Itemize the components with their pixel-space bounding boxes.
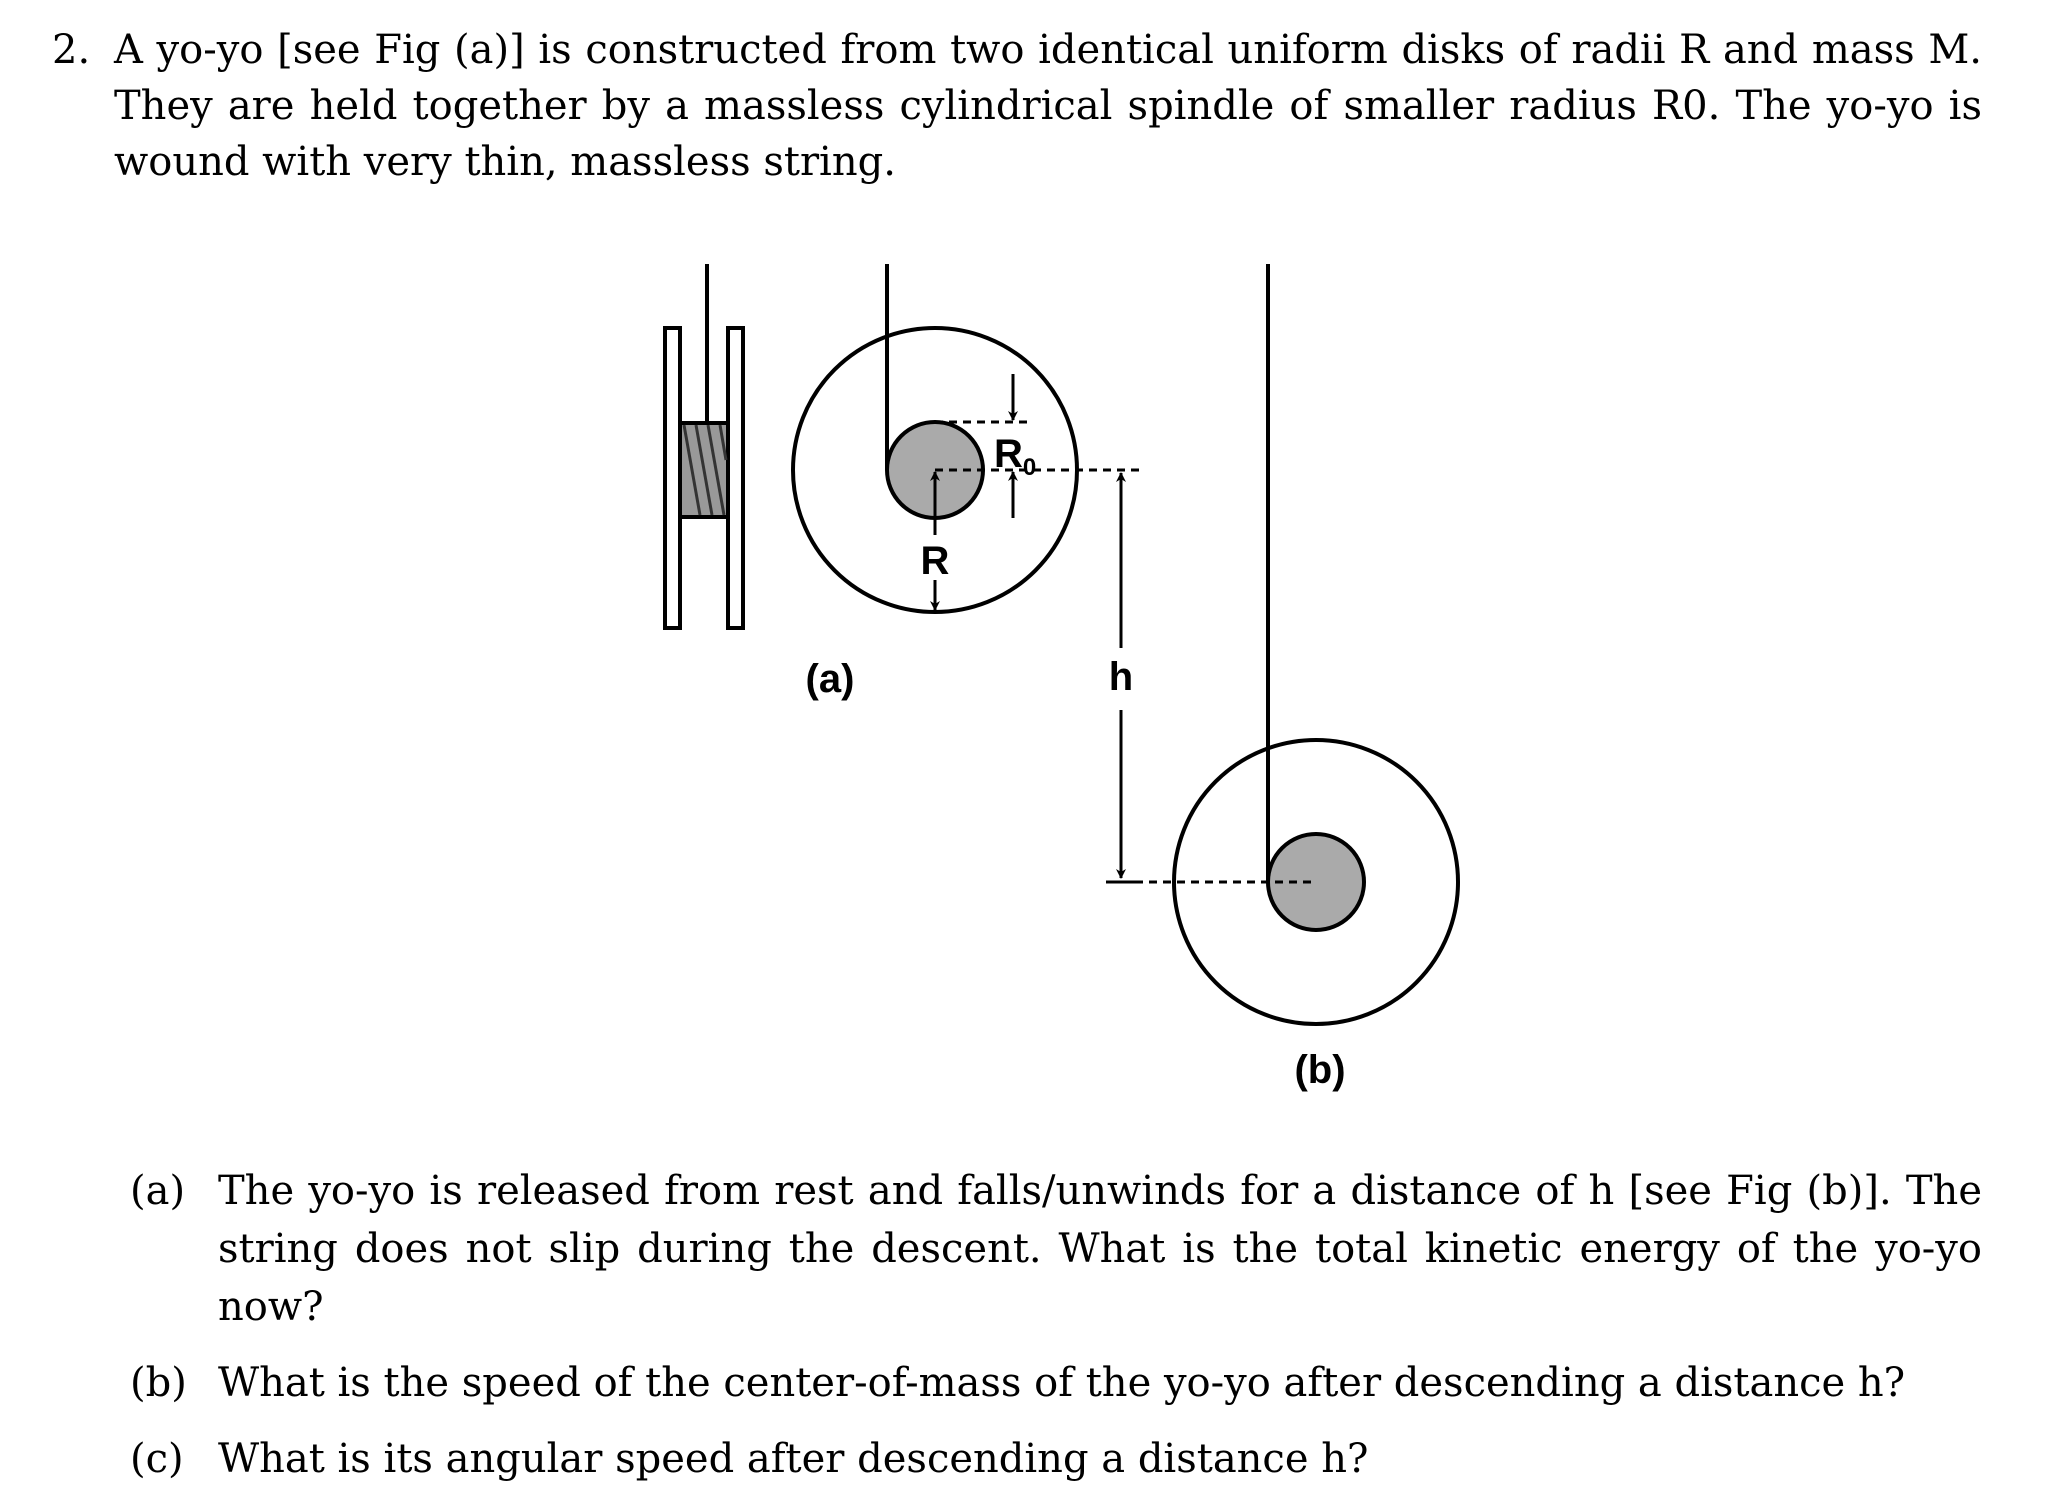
part-text-a: The yo-yo is released from rest and falls/unwinds for a distance of h [see Fig (b)]. The string does not slip during the descent. What is the total kinetic energy of the yo-yo now? — [218, 1168, 1982, 1330]
h-label: h — [1108, 655, 1134, 699]
question-part-b — [130, 1354, 1982, 1412]
r0-label-main: R — [994, 432, 1023, 476]
height-dimension — [1106, 473, 1136, 882]
yo-yo-front-view-b — [1121, 264, 1458, 1092]
yo-yo-side-view — [665, 264, 743, 628]
question-part-c — [130, 1430, 1982, 1488]
part-text-c: What is its angular speed after descending a distance h? — [218, 1436, 1369, 1482]
right-disk-side — [728, 328, 743, 628]
r0-label-sub: 0 — [1022, 454, 1037, 481]
part-label-c: (c) — [130, 1436, 184, 1482]
yo-yo-front-view-a — [793, 264, 1140, 701]
part-label-b: (b) — [130, 1360, 187, 1406]
question-parts — [130, 1162, 1982, 1506]
part-text-b: What is the speed of the center-of-mass of the yo-yo after descending a distance h? — [218, 1360, 1906, 1406]
problem-statement: A yo-yo [see Fig (a)] is constructed from two identical uniform disks of radii R and mass M. They are held together by a massless cylindrical spindle of smaller radius R0. The yo-yo is wound with very thin, massless string. — [114, 27, 1982, 185]
question-part-a — [130, 1162, 1982, 1336]
part-label-a: (a) — [130, 1168, 186, 1214]
left-disk-side — [665, 328, 680, 628]
caption-b: (b) — [1294, 1048, 1346, 1092]
radius-label: R — [920, 539, 950, 583]
caption-a: (a) — [805, 657, 855, 701]
problem-number: 2. — [52, 27, 91, 73]
